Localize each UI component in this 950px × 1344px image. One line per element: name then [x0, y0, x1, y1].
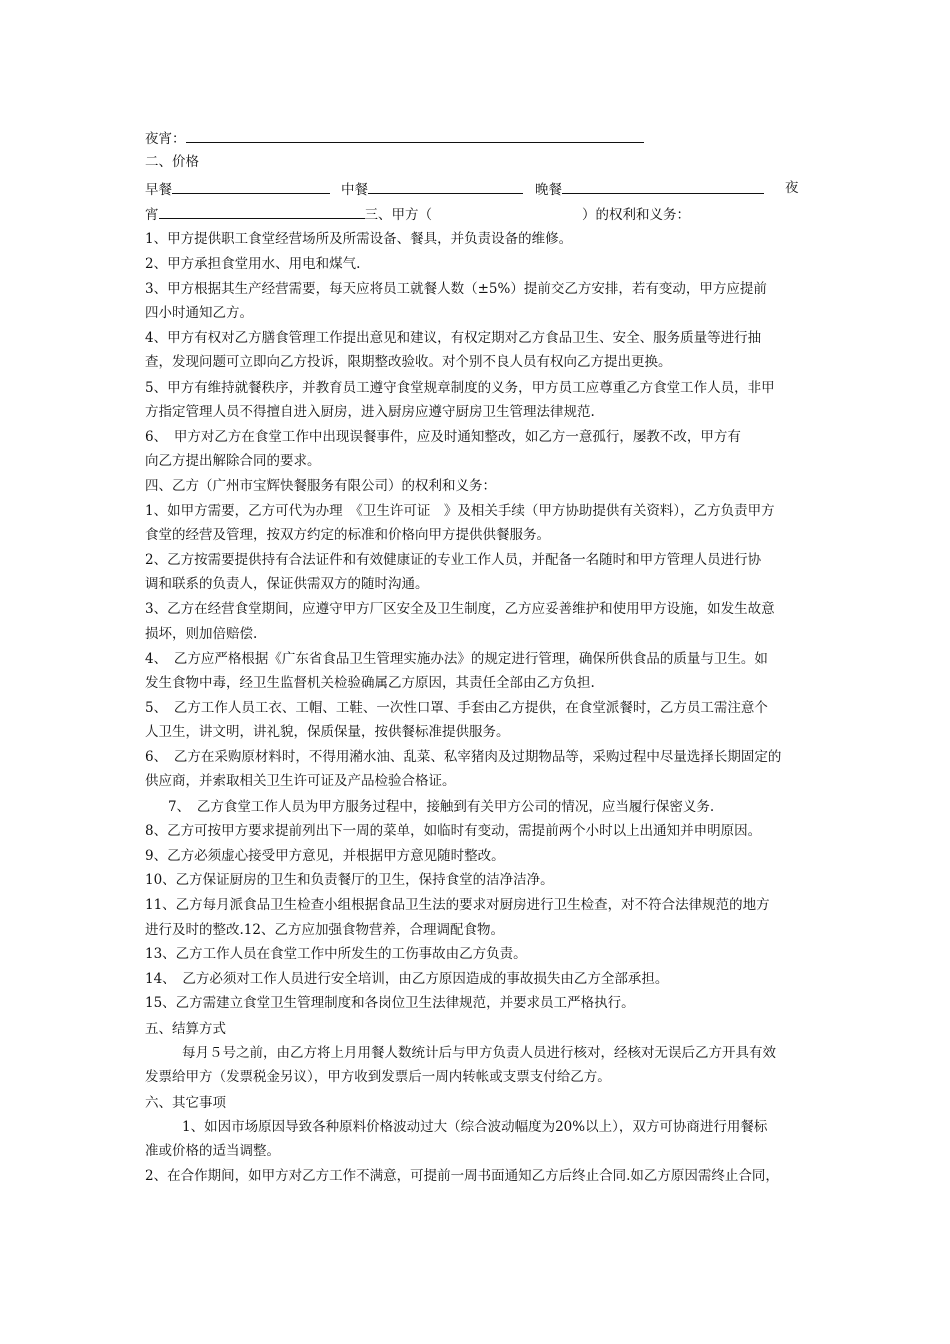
party-b-line: 3、乙方在经营食堂期间，应遵守甲方厂区安全及卫生制度，乙方应妥善维护和使用甲方设施，如发生故意 — [145, 601, 775, 617]
party-b-line: 13、乙方工作人员在食堂工作中所发生的工伤事故由乙方负责。 — [145, 946, 527, 962]
section2-title: 二、价格 — [145, 154, 199, 170]
settlement-line: 发票给甲方（发票税金另议），甲方收到发票后一周内转帐或支票支付给乙方。 — [145, 1069, 611, 1085]
breakfast-blank — [172, 179, 330, 194]
party-a-line: 3、甲方根据其生产经营需要，每天应将员工就餐人数（±5%）提前交乙方安排，若有变动，甲方应提前 — [145, 281, 767, 297]
party-b-line: 8、乙方可按甲方要求提前列出下一周的菜单，如临时有变动，需提前两个小时以上出通知并申明原因。 — [145, 823, 762, 839]
party-b-line: 发生食物中毒，经卫生监督机关检验确属乙方原因，其责任全部由乙方负担. — [145, 675, 595, 691]
breakfast-label: 早餐 — [145, 182, 172, 198]
party-b-line: 14、 乙方必须对工作人员进行安全培训，由乙方原因造成的事故损失由乙方全部承担。 — [145, 971, 669, 987]
lunch-blank — [368, 179, 523, 194]
night-snack-label: 夜宵： — [145, 131, 186, 147]
party-b-line: 损坏，则加倍赔偿. — [145, 626, 258, 642]
party-a-line: 查，发现问题可立即向乙方投诉，限期整改验收。对个别不良人员有权向乙方提出更换。 — [145, 354, 672, 370]
party-b-line: 食堂的经营及管理，按双方约定的标准和价格向甲方提供供餐服务。 — [145, 527, 550, 543]
party-b-line: 人卫生，讲文明，讲礼貌，保质保量，按供餐标准提供服务。 — [145, 724, 510, 740]
settlement-line: 每月５号之前，由乙方将上月用餐人数统计后与甲方负责人员进行核对，经核对无误后乙方开具有效 — [182, 1045, 776, 1061]
lunch-label: 中餐 — [341, 182, 368, 198]
dinner-blank — [562, 179, 764, 194]
party-b-line: 调和联系的负责人，保证供需双方的随时沟通。 — [145, 576, 429, 592]
night-snack-row — [145, 128, 644, 148]
party-a-line: 方指定管理人员不得擅自进入厨房，进入厨房应遵守厨房卫生管理法律规范. — [145, 404, 595, 420]
party-b-line: 1、如甲方需要，乙方可代为办理 《卫生许可证 》及相关手续（甲方协助提供有关资料），乙方负责甲方 — [145, 503, 775, 519]
party-a-line: 向乙方提出解除合同的要求。 — [145, 453, 321, 469]
other-matters-line: 2、在合作期间，如甲方对乙方工作不满意，可提前一周书面通知乙方后终止合同.如乙方原因需终止合同， — [145, 1168, 779, 1184]
section3-row — [145, 204, 690, 224]
section3-title: 三、甲方（ — [364, 207, 432, 223]
party-b-line: 9、乙方必须虚心接受甲方意见，并根据甲方意见随时整改。 — [145, 848, 505, 864]
dinner-label: 晚餐 — [535, 182, 562, 198]
section6-title: 六、其它事项 — [145, 1095, 226, 1111]
party-b-line: 供应商，并索取相关卫生许可证及产品检验合格证。 — [145, 773, 456, 789]
other-matters-line: 准或价格的适当调整。 — [145, 1143, 280, 1159]
party-b-line: 5、 乙方工作人员工衣、工帽、工鞋、一次性口罩、手套由乙方提供，在食堂派餐时，乙方员工需注意个 — [145, 700, 768, 716]
party-a-line: 6、 甲方对乙方在食堂工作中出现误餐事件，应及时通知整改，如乙方一意孤行，屡教不改，甲方有 — [145, 429, 741, 445]
section4-title: 四、乙方（广州市宝辉快餐服务有限公司）的权利和义务： — [145, 478, 496, 494]
party-a-line: 2、甲方承担食堂用水、用电和煤气. — [145, 256, 361, 272]
night-price-blank — [159, 204, 365, 219]
party-b-line: 7、 乙方食堂工作人员为甲方服务过程中，接触到有关甲方公司的情况，应当履行保密义务. — [168, 799, 715, 815]
section3-suffix: ）的权利和义务： — [582, 207, 690, 223]
night-snack-blank — [186, 128, 644, 143]
night-label-part1: 夜 — [785, 180, 799, 196]
party-b-line: 2、乙方按需要提供持有合法证件和有效健康证的专业工作人员，并配备一名随时和甲方管理人员进行协 — [145, 552, 762, 568]
party-b-line: 进行及时的整改.12、乙方应加强食物营养，合理调配食物。 — [145, 922, 504, 938]
party-b-line: 4、 乙方应严格根据《广东省食品卫生管理实施办法》的规定进行管理，确保所供食品的质量与卫生。如 — [145, 651, 768, 667]
night-label-part2: 宵 — [145, 207, 159, 223]
party-b-line: 6、 乙方在采购原材料时，不得用潲水油、乱菜、私宰猪肉及过期物品等，采购过程中尽量选择长期固定的 — [145, 749, 782, 765]
party-a-line: 5、甲方有维持就餐秩序，并教育员工遵守食堂规章制度的义务，甲方员工应尊重乙方食堂工作人员，非甲 — [145, 380, 775, 396]
party-b-line: 10、乙方保证厨房的卫生和负责餐厅的卫生，保持食堂的洁净洁净。 — [145, 872, 554, 888]
party-b-line: 11、乙方每月派食品卫生检查小组根据食品卫生法的要求对厨房进行卫生检查，对不符合法律规范的地方 — [145, 897, 770, 913]
party-a-line: 4、甲方有权对乙方膳食管理工作提出意见和建议，有权定期对乙方食品卫生、安全、服务质量等进行抽 — [145, 330, 762, 346]
party-a-line: 1、甲方提供职工食堂经营场所及所需设备、餐具，并负责设备的维修。 — [145, 231, 573, 247]
party-a-line: 四小时通知乙方。 — [145, 305, 253, 321]
section5-title: 五、结算方式 — [145, 1021, 226, 1037]
other-matters-line: 1、如因市场原因导致各种原料价格波动过大（综合波动幅度为20%以上），双方可协商进行用餐标 — [182, 1119, 768, 1135]
party-b-line: 15、乙方需建立食堂卫生管理制度和各岗位卫生法律规范，并要求员工严格执行。 — [145, 995, 635, 1011]
price-row — [145, 179, 801, 199]
